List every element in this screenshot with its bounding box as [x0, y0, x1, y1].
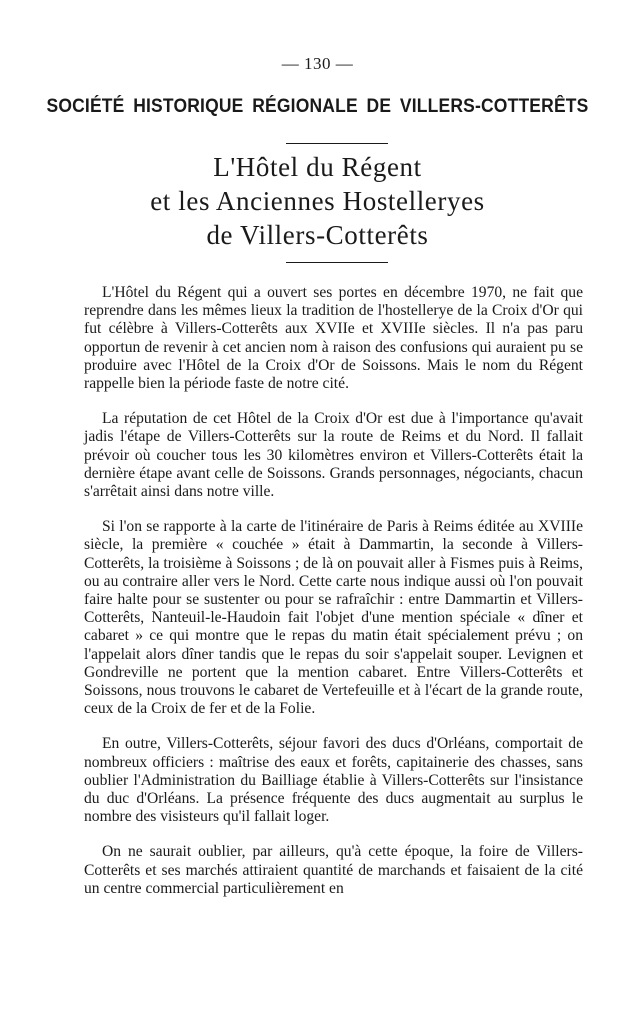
title-line-3: de Villers-Cotterêts	[206, 220, 429, 250]
article-body	[84, 284, 583, 915]
divider-rule-top	[286, 143, 388, 144]
paragraph-3: Si l'on se rapporte à la carte de l'itinéraire de Paris à Reims éditée au XVIIIe siècle, la première « couchée » était à Dammartin, la seconde à Villers-Cotterêts, la troisième à Soissons ; de là on pouvait aller à Fismes puis à Reims, ou au contraire aller vers le Nord. Cette carte nous indique aussi où l'on pouvait faire halte pour se sustenter ou pour se rafraîchir : entre Dammartin et Villers-Cotterêts, Nanteuil-le-Haudoin fait l'objet d'une mention spéciale « dîner et cabaret » ce qui montre que le repas du matin était spécialement prévu ; on l'appelait alors dîner tandis que le repas du soir s'appelait souper. Levignen et Gondreville ne portent que la mention cabaret. Entre Villers-Cotterêts et Soissons, nous trouvons le cabaret de Vertefeuille et à l'écart de la grande route, ceux de la Croix de fer et de la Folie.	[84, 518, 583, 718]
title-line-2: et les Anciennes Hostelleryes	[150, 186, 485, 216]
paragraph-2: La réputation de cet Hôtel de la Croix d'Or est due à l'importance qu'avait jadis l'étape de Villers-Cotterêts sur la route de Reims et du Nord. Il fallait prévoir où coucher tous les 30 kilomètres environ et Villers-Cotterêts était la dernière étape avant celle de Soissons. Grands personnages, négociants, chacun s'arrêtait ainsi dans notre ville.	[84, 410, 583, 501]
paragraph-5: On ne saurait oublier, par ailleurs, qu'à cette époque, la foire de Villers-Cotterêts et ses marchés attiraient quantité de marchands et faisaient de la cité un centre commercial particulièrement en	[84, 843, 583, 897]
article-title	[0, 150, 635, 252]
page-number: — 130 —	[281, 54, 354, 73]
society-heading: SOCIÉTÉ HISTORIQUE RÉGIONALE DE VILLERS-COTTERÊTS	[46, 96, 589, 117]
paragraph-1: L'Hôtel du Régent qui a ouvert ses portes en décembre 1970, ne fait que reprendre dans les mêmes lieux la tradition de l'hostellerye de la Croix d'Or qui fut célèbre à Villers-Cotterêts aux XVIIe et XVIIIe siècles. Il n'a pas paru opportun de revenir à cet ancien nom à raison des confusions qui auraient pu se produire avec l'Hôtel de la Croix d'Or de Soissons. Mais le nom du Régent rappelle bien la période faste de notre cité.	[84, 284, 583, 393]
title-line-1: L'Hôtel du Régent	[213, 152, 422, 182]
paragraph-4: En outre, Villers-Cotterêts, séjour favori des ducs d'Orléans, comportait de nombreux officiers : maîtrise des eaux et forêts, capitainerie des chasses, sans oublier l'Administration du Bailliage établie à Villers-Cotterêts sur l'insistance du duc d'Orléans. La présence fréquente des ducs augmentait au surplus le nombre des visisteurs qu'il fallait loger.	[84, 735, 583, 826]
divider-rule-bottom	[286, 262, 388, 263]
